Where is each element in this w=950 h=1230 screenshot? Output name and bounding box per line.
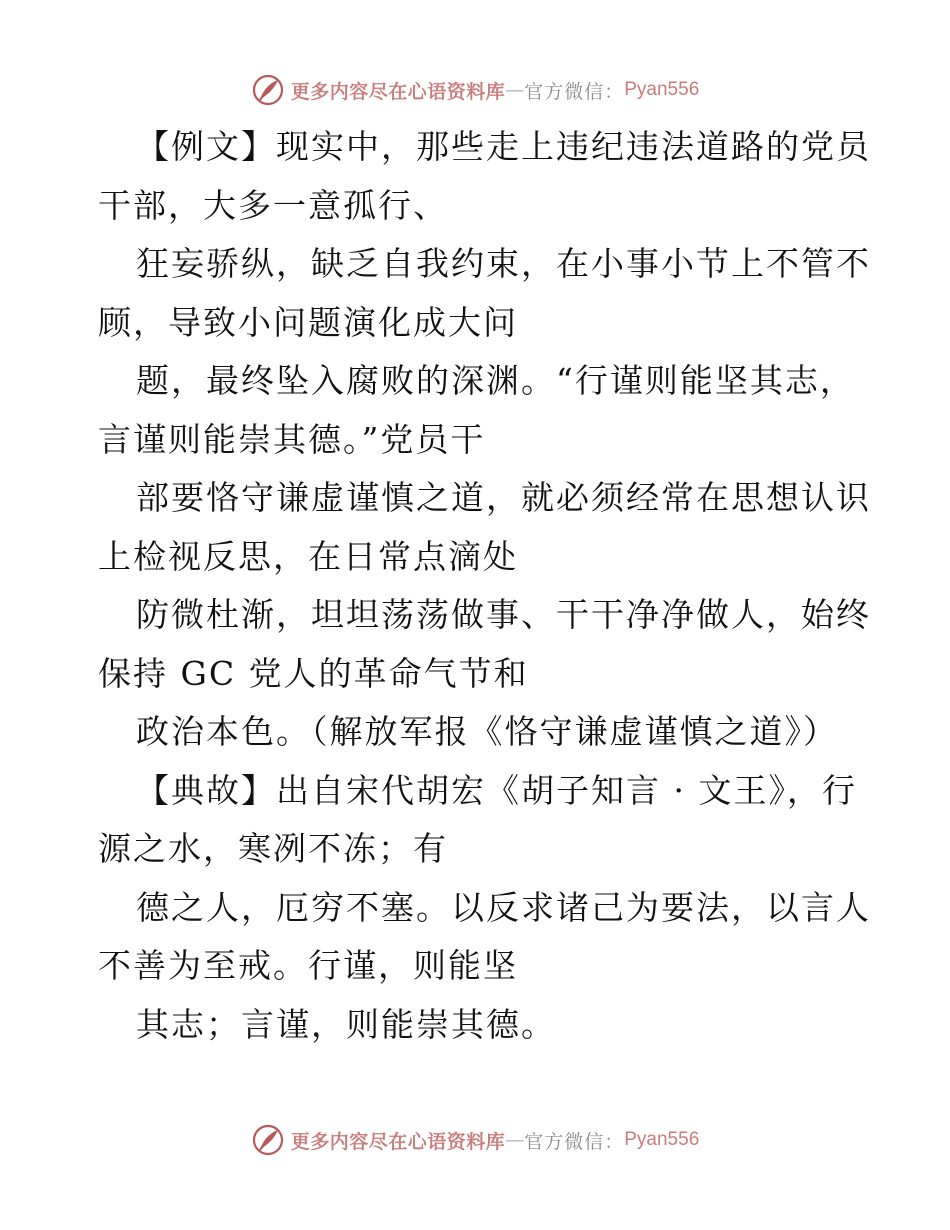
banner-text: 更多内容尽在心语资料库 xyxy=(290,1130,506,1153)
banner-wechat-id: Pyan556 xyxy=(624,1129,700,1150)
document-body xyxy=(98,118,871,1054)
banner-official-label: 官方微信： xyxy=(524,80,625,103)
body-line: 上检视反思，在日常点滴处 xyxy=(98,536,518,576)
body-line: 源之水，寒冽不冻；有 xyxy=(98,829,448,868)
banner-dash: — xyxy=(505,79,525,101)
body-line: 其志；言谨，则能崇其德。 xyxy=(136,1004,556,1044)
body-line: 保持 GC 党人的革命气节和 xyxy=(98,653,529,693)
body-line: 政治本色。（解放军报《恪守谦虚谨慎之道》） xyxy=(136,712,838,751)
header-banner xyxy=(0,70,950,110)
body-line: 干部，大多一意孤行、 xyxy=(98,185,448,225)
body-line: 顾，导致小问题演化成大问 xyxy=(98,302,518,342)
feather-pen-logo-icon xyxy=(251,73,285,107)
body-line: 部要恪守谦虚谨慎之道，就必须经常在思想认识 xyxy=(136,478,871,517)
body-line: 不善为至戒。行谨，则能坚 xyxy=(98,946,518,985)
body-line: 【例文】现实中，那些走上违纪违法道路的党员 xyxy=(136,127,871,166)
feather-pen-logo-icon xyxy=(251,1123,285,1157)
footer-banner xyxy=(0,1120,950,1160)
body-line: 防微杜渐，坦坦荡荡做事、干干净净做人，始终 xyxy=(136,595,871,634)
body-line: 狂妄骄纵，缺乏自我约束，在小事小节上不管不 xyxy=(136,244,871,283)
body-line: 言谨则能崇其德。”党员干 xyxy=(98,419,486,459)
body-line: 题，最终坠入腐败的深渊。“行谨则能坚其志， xyxy=(136,361,855,400)
banner-official-label: 官方微信： xyxy=(524,1130,625,1153)
body-line: 【典故】出自宋代胡宏《胡子知言 · 文王》，行 xyxy=(136,770,857,810)
banner-wechat-id: Pyan556 xyxy=(624,79,700,100)
body-line: 德之人，厄穷不塞。以反求诸己为要法，以言人 xyxy=(136,887,871,927)
banner-text: 更多内容尽在心语资料库 xyxy=(290,80,506,103)
banner-dash: — xyxy=(505,1129,525,1151)
